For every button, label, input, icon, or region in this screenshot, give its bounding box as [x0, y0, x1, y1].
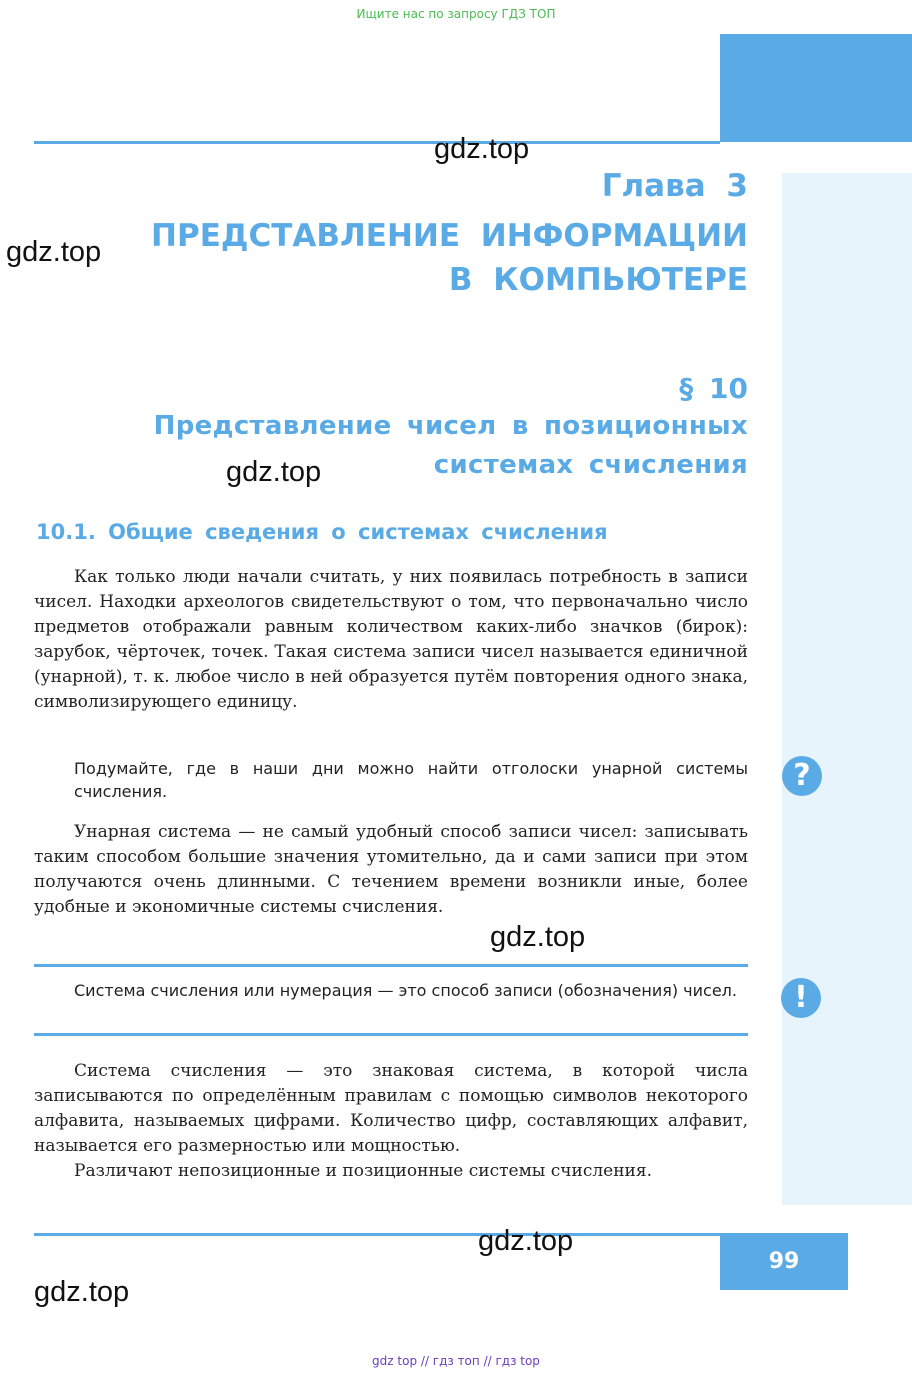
bottom-links[interactable]: gdz top // гдз топ // гдз top [372, 1354, 540, 1368]
paragraph-1-text: Как только люди начали считать, у них появилась потребность в записи чисел. Находки археологов свидетельствуют о том, что первоначально число предметов отображали равным количеством каких-либо значков (бирок): зарубок, чёрточек, точек. Такая система записи чисел называется единичной (унарной), т. к. любое число в ней образуется путём повторения одного знака, символизирующего единицу. [34, 567, 748, 712]
watermark: gdz.top [6, 236, 102, 268]
watermark: gdz.top [478, 1225, 574, 1257]
watermark: gdz.top [34, 1276, 130, 1308]
definition-rule-bottom [34, 1033, 748, 1036]
question-icon: ? [782, 756, 822, 796]
chapter-title-line-2: В КОМПЬЮТЕРЕ [448, 262, 748, 298]
header-rule [34, 141, 720, 144]
paragraph-3-text: Система счисления — это знаковая система, в которой числа записываются по определённым правилам с помощью символов некоторого алфавита, называемых цифрами. Количество цифр, составляющих алфавит, называется его размерностью или мощностью. [34, 1061, 748, 1156]
page-number-box [720, 1233, 848, 1290]
paragraph-3 [34, 1059, 748, 1184]
question-note: Подумайте, где в наши дни можно найти отголоски унарной системы счисления. [74, 759, 748, 801]
footer-rule [34, 1233, 720, 1236]
side-panel [782, 173, 912, 1205]
subsection-title: 10.1. Общие сведения о системах счисления [36, 520, 608, 544]
chapter-title-line-1: ПРЕДСТАВЛЕНИЕ ИНФОРМАЦИИ [151, 218, 748, 254]
paragraph-2 [34, 820, 748, 920]
watermark: gdz.top [434, 133, 530, 165]
top-banner: Ищите нас по запросу ГДЗ ТОП [356, 7, 556, 21]
corner-block [720, 34, 912, 142]
definition-rule-top [34, 964, 748, 967]
chapter-label: Глава 3 [601, 168, 748, 204]
paragraph-2-text: Унарная система — не самый удобный способ записи чисел: записывать таким способом большие значения утомительно, да и сами записи при этом получаются очень длинными. С течением времени возникли иные, более удобные и экономичные системы счисления. [34, 822, 748, 917]
section-title-line-1: Представление чисел в позиционных [153, 411, 748, 441]
paragraph-1 [34, 565, 748, 715]
watermark: gdz.top [490, 921, 586, 953]
page-number: 99 [768, 1249, 800, 1274]
watermark: gdz.top [226, 456, 322, 488]
paragraph-4-text: Различают непозиционные и позиционные системы счисления. [74, 1161, 652, 1181]
exclamation-icon: ! [781, 978, 821, 1018]
section-title-line-2: системах счисления [433, 450, 748, 480]
section-label: § 10 [679, 372, 748, 405]
definition-box: Система счисления или нумерация — это способ записи (обозначения) чисел. [74, 981, 737, 1000]
